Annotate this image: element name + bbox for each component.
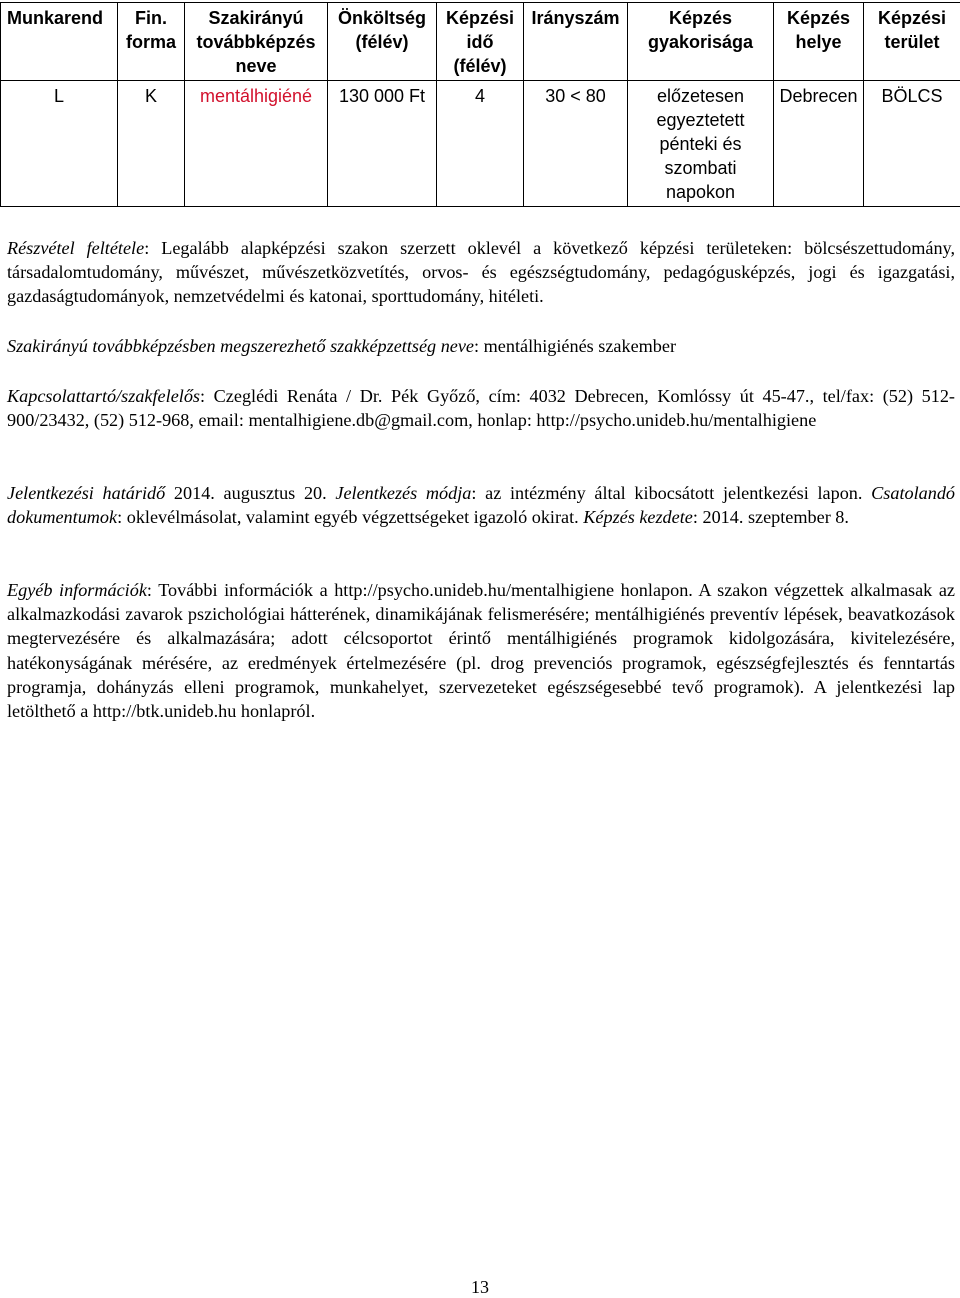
cell-iranyszam: 30 < 80 [524, 81, 628, 207]
header-kepzesi-ido: Képzési idő (félév) [437, 3, 524, 81]
szakkepzettseg-text: mentálhigiénés szakember [483, 336, 677, 356]
header-kepzes-neve: Szakirányú továbbképzés neve [185, 3, 328, 81]
hatarido-value: 2014. augusztus 20. [173, 483, 327, 503]
dokumentumok-value: oklevélmásolat, valamint egyéb végzettségeket igazoló okirat. [126, 507, 579, 528]
header-iranyszam: Irányszám [524, 3, 628, 81]
table-header-row [1, 3, 960, 81]
header-gyakorisag: Képzés gyakorisága [628, 3, 774, 81]
cell-kepzes-neve: mentálhigiéné [185, 81, 328, 207]
cell-terulet: BÖLCS [864, 81, 960, 207]
header-terulet: Képzési terület [864, 3, 960, 81]
modja-value: az intézmény által kibocsátott jelentkezési lapon. [485, 483, 863, 503]
kapcsolat-label: Kapcsolattartó/szakfelelős [7, 386, 200, 406]
kezdete-value: 2014. szeptember 8. [702, 507, 849, 528]
cell-hely: Debrecen [774, 81, 864, 207]
modja-label: Jelentkezés módja [335, 483, 472, 503]
dokumentumok-label: Csatolandó dokumentumok [7, 483, 956, 528]
header-fin-forma: Fin. forma [118, 3, 185, 81]
egyeb-text: További információk a http://psycho.unideb.hu/mentalhigiene honlapon. A szakon végzettek alkalmasak az alkalmazkodási zavarok pszichológiai hátterének, dinamikájának felismerésére; mentálhigiénés preventív lépések, beavatkozások megtervezésére és alkalmazására; adott célcsoportot érintő mentálhigiénés programok kidolgozására, kivitelezésére, hatékonyságának mérésére, az eredmények értelmezésére (pl. drog prevenciós programok, egészségfejlesztés és fenntartás programja, dohányzás elleni programok, munkahelyet, szervezeteket egészségesebbé tevő programok). A jelentkezési lap letölthető a http://btk.unideb.hu honlapról. [7, 580, 955, 722]
header-hely: Képzés helye [774, 3, 864, 81]
szakkepzettseg-paragraph: Szakirányú továbbképzésben megszerezhető szakképzettség neve: mentálhigiénés szakember [7, 336, 677, 356]
program-table [0, 2, 960, 207]
egyeb-paragraph: Egyéb információk: További információk a http://psycho.unideb.hu/mentalhigiene honlapon. A szakon végzettek alkalmasak az alkalmazkodási zavarok pszichológiai hátterének, dinamikájának felismerésére; mentálhigiénés preventív lépések, beavatkozások megtervezésére és alkalmazására; adott célcsoportot érintő mentálhigiénés programok kidolgozására, kivitelezésére, hatékonyságának mérésére, az eredmények értelmezésére (pl. drog prevenciós programok, egészségfejlesztés és fenntartás programja, dohányzás elleni programok, munkahelyet, szervezeteket egészségesebbé tevő programok). A jelentkezési lap letölthető a http://btk.unideb.hu honlapról. [7, 580, 955, 722]
jelentkezes-paragraph: Jelentkezési határidő 2014. augusztus 20. Jelentkezés módja: az intézmény által kibocsátott jelentkezési lapon. Csatolandó dokumentumok: oklevélmásolat, valamint egyéb végzettségeket igazoló okirat. Képzés kezdete: 2014. szeptember 8. [7, 483, 956, 528]
kapcsolat-paragraph: Kapcsolattartó/szakfelelős: Czeglédi Renáta / Dr. Pék Győző, cím: 4032 Debrecen, Komlóssy út 45-47., tel/fax: (52) 512-900/23432, (52) 512-968, email: mentalhigiene.db@gmail.com, honlap: http://psycho.unideb.hu/mentalhigiene [7, 386, 955, 431]
table-row [1, 81, 960, 207]
reszvetel-label: Részvétel feltétele [7, 238, 145, 258]
header-munkarend: Munkarend [1, 3, 118, 81]
cell-onkoltseg: 130 000 Ft [328, 81, 437, 207]
kapcsolat-text: Czeglédi Renáta / Dr. Pék Győző, cím: 4032 Debrecen, Komlóssy út 45-47., tel/fax: (52) 512-900/23432, (52) 512-968, email: mentalhigiene.db@gmail.com, honlap: http://psycho.unideb.hu/mentalhigiene [7, 386, 955, 431]
szakkepzettseg-label: Szakirányú továbbképzésben megszerezhető szakképzettség neve [7, 336, 475, 356]
reszvetel-paragraph: Részvétel feltétele: Legalább alapképzési szakon szerzett oklevél a következő képzési területeken: bölcsészettudomány, társadalomtudomány, művészet, művészetközvetítés, orvos- és egészségtudomány, pedagógusképzés, jogi és igazgatási, gazdaságtudományok, nemzetvédelmi és katonai, sporttudomány, hitéleti. [7, 238, 956, 307]
cell-fin-forma: K [118, 81, 185, 207]
hatarido-label: Jelentkezési határidő [7, 483, 166, 503]
cell-munkarend: L [1, 81, 118, 207]
reszvetel-text: Legalább alapképzési szakon szerzett oklevél a következő képzési területeken: bölcsészettudomány, társadalomtudomány, művészet, művészetközvetítés, orvos- és egészségtudomány, pedagógusképzés, jogi és igazgatási, gazdaságtudományok, nemzetvédelmi és katonai, sporttudomány, hitéleti. [7, 238, 956, 307]
cell-kepzesi-ido: 4 [437, 81, 524, 207]
page-number: 13 [471, 1277, 489, 1297]
cell-gyakorisag: előzetesen egyeztetett pénteki és szombati napokon [628, 81, 774, 207]
egyeb-label: Egyéb információk [7, 580, 147, 600]
header-onkoltseg: Önköltség (félév) [328, 3, 437, 81]
kezdete-label: Képzés kezdete [583, 507, 693, 528]
